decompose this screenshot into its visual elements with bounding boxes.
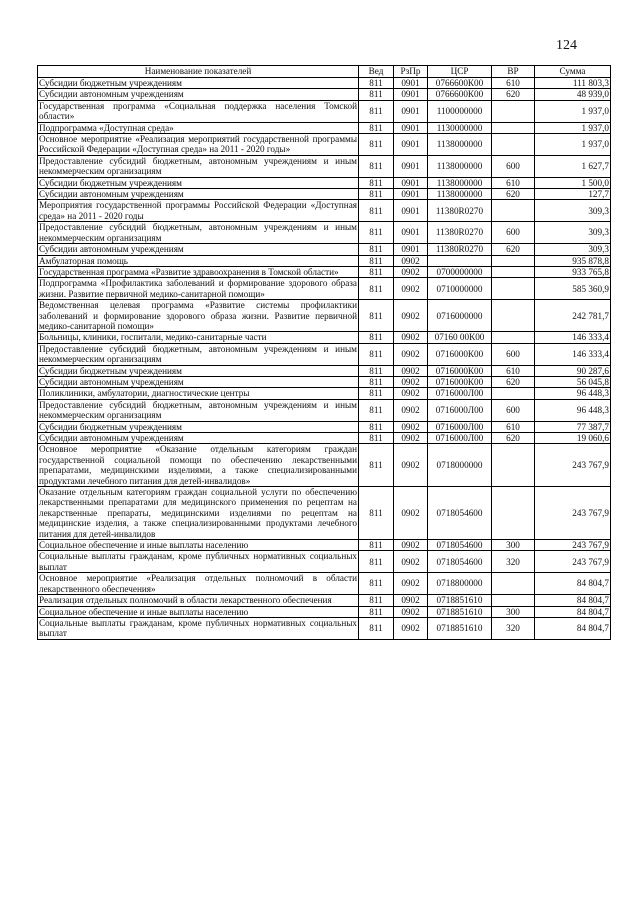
table-row bbox=[38, 376, 611, 387]
row-csr-cell: 0718054600 bbox=[428, 487, 492, 540]
row-vr-cell bbox=[492, 255, 535, 266]
row-name-cell: Ведомственная целевая программа «Развитие системы профилактики заболеваний и формирование здорового образа жизни. Развитие первичной медико-санитарной помощи» bbox=[39, 300, 357, 331]
row-rzpr-cell: 0901 bbox=[394, 189, 428, 200]
header-csr: ЦСР bbox=[428, 66, 492, 78]
row-rzpr-cell: 0902 bbox=[394, 300, 428, 332]
table-row bbox=[38, 433, 611, 444]
table-row bbox=[38, 100, 611, 122]
row-sum-cell: 127,7 bbox=[535, 189, 611, 200]
row-rzpr-cell: 0902 bbox=[394, 573, 428, 595]
row-rzpr-cell: 0902 bbox=[394, 540, 428, 551]
table-row bbox=[38, 343, 611, 365]
row-csr-cell: 0718054600 bbox=[428, 551, 492, 573]
table-row bbox=[38, 189, 611, 200]
row-ved-cell: 811 bbox=[359, 487, 394, 540]
row-rzpr-cell: 0902 bbox=[394, 332, 428, 343]
row-csr-cell: 0718054600 bbox=[428, 540, 492, 551]
row-ved-cell: 811 bbox=[359, 332, 394, 343]
row-rzpr-cell: 0902 bbox=[394, 343, 428, 365]
row-csr-cell: 0716000Л00 bbox=[428, 421, 492, 432]
row-ved-cell: 811 bbox=[359, 134, 394, 156]
row-vr-cell bbox=[492, 200, 535, 222]
row-sum-cell: 1 937,0 bbox=[535, 100, 611, 122]
row-name-cell: Социальное обеспечение и иные выплаты населению bbox=[38, 606, 359, 617]
row-csr-cell: 0710000000 bbox=[428, 278, 492, 300]
row-csr-cell: 0716000Л00 bbox=[428, 388, 492, 399]
row-sum-cell: 1 627,7 bbox=[535, 155, 611, 177]
row-rzpr-cell: 0902 bbox=[394, 278, 428, 300]
row-sum-cell: 84 804,7 bbox=[535, 606, 611, 617]
row-ved-cell: 811 bbox=[359, 399, 394, 421]
row-sum-cell: 243 767,9 bbox=[535, 551, 611, 573]
table-row bbox=[38, 244, 611, 255]
row-ved-cell: 811 bbox=[359, 222, 394, 244]
table-row bbox=[38, 551, 611, 573]
table-row bbox=[38, 134, 611, 156]
table-row bbox=[38, 617, 611, 639]
row-sum-cell: 56 045,8 bbox=[535, 376, 611, 387]
row-sum-cell: 77 387,7 bbox=[535, 421, 611, 432]
row-sum-cell: 96 448,3 bbox=[535, 399, 611, 421]
row-vr-cell bbox=[492, 332, 535, 343]
row-name-cell: Поликлиники, амбулатории, диагностические центры bbox=[38, 388, 359, 399]
row-rzpr-cell: 0901 bbox=[394, 122, 428, 133]
row-rzpr-cell: 0902 bbox=[394, 388, 428, 399]
row-sum-cell: 585 360,9 bbox=[535, 278, 611, 300]
table-row bbox=[38, 487, 611, 540]
row-vr-cell bbox=[492, 573, 535, 595]
row-sum-cell: 243 767,9 bbox=[535, 444, 611, 487]
row-name-cell: Субсидии автономным учреждениям bbox=[38, 189, 359, 200]
row-sum-cell: 146 333,4 bbox=[535, 343, 611, 365]
table-row bbox=[38, 365, 611, 376]
row-csr-cell: 0700000000 bbox=[428, 266, 492, 277]
row-ved-cell: 811 bbox=[359, 573, 394, 595]
table-row bbox=[38, 177, 611, 188]
row-rzpr-cell: 0902 bbox=[394, 551, 428, 573]
row-rzpr-cell: 0901 bbox=[394, 134, 428, 156]
row-rzpr-cell: 0902 bbox=[394, 399, 428, 421]
row-rzpr-cell: 0901 bbox=[394, 177, 428, 188]
row-name-cell: Социальное обеспечение и иные выплаты населению bbox=[38, 540, 359, 551]
row-name-cell: Основное мероприятие «Реализация мероприятий государственной программы Российской Федерации «Доступная среда» на 2011 - 2020 годы» bbox=[39, 134, 357, 155]
row-rzpr-cell: 0902 bbox=[394, 421, 428, 432]
table-row bbox=[38, 200, 611, 222]
row-vr-cell: 600 bbox=[492, 343, 535, 365]
row-ved-cell: 811 bbox=[359, 617, 394, 639]
header-sum: Сумма bbox=[535, 66, 611, 78]
row-ved-cell: 811 bbox=[359, 78, 394, 89]
row-name-cell: Основное мероприятие «Реализация отдельных полномочий в области лекарственного обеспечения» bbox=[39, 573, 357, 594]
row-csr-cell: 0766600К00 bbox=[428, 89, 492, 100]
row-rzpr-cell: 0901 bbox=[394, 78, 428, 89]
table-row bbox=[38, 444, 611, 487]
row-vr-cell: 620 bbox=[492, 376, 535, 387]
row-sum-cell: 935 878,8 bbox=[535, 255, 611, 266]
row-name-cell: Социальные выплаты гражданам, кроме публичных нормативных социальных выплат bbox=[39, 617, 357, 639]
row-sum-cell: 19 060,6 bbox=[535, 433, 611, 444]
row-ved-cell: 811 bbox=[359, 540, 394, 551]
header-vr: ВР bbox=[492, 66, 535, 78]
row-sum-cell: 84 804,7 bbox=[535, 573, 611, 595]
row-csr-cell: 0716000Л00 bbox=[428, 399, 492, 421]
row-csr-cell: 1130000000 bbox=[428, 122, 492, 133]
row-csr-cell: 11380R0270 bbox=[428, 200, 492, 222]
row-csr-cell: 0718000000 bbox=[428, 444, 492, 487]
row-ved-cell: 811 bbox=[359, 388, 394, 399]
row-vr-cell: 600 bbox=[492, 399, 535, 421]
row-name-cell: Государственная программа «Социальная поддержка населения Томской области» bbox=[39, 100, 357, 122]
row-name-cell: Оказание отдельным категориям граждан социальной услуги по обеспечению лекарственными препаратами для медицинского применения по рецептам на лекарственные препараты, медицинскими изделиями по рецептам на медицинские изделия, а также специализированными продуктами лечебного питания для детей-инвалидов bbox=[39, 487, 357, 539]
row-sum-cell: 933 765,8 bbox=[535, 266, 611, 277]
table-row bbox=[38, 388, 611, 399]
row-sum-cell: 309,3 bbox=[535, 244, 611, 255]
row-rzpr-cell: 0902 bbox=[394, 595, 428, 606]
row-csr-cell: 11380R0270 bbox=[428, 244, 492, 255]
row-sum-cell: 146 333,4 bbox=[535, 332, 611, 343]
row-ved-cell: 811 bbox=[359, 300, 394, 332]
row-rzpr-cell: 0901 bbox=[394, 222, 428, 244]
table-row bbox=[38, 89, 611, 100]
row-name-cell: Субсидии автономным учреждениям bbox=[38, 433, 359, 444]
row-sum-cell: 242 781,7 bbox=[535, 300, 611, 332]
row-vr-cell: 620 bbox=[492, 189, 535, 200]
row-ved-cell: 811 bbox=[359, 244, 394, 255]
table-row bbox=[38, 332, 611, 343]
row-csr-cell: 1138000000 bbox=[428, 189, 492, 200]
row-name-cell: Субсидии бюджетным учреждениям bbox=[38, 421, 359, 432]
row-ved-cell: 811 bbox=[359, 421, 394, 432]
header-ved: Вед bbox=[359, 66, 394, 78]
row-vr-cell: 620 bbox=[492, 433, 535, 444]
header-rzpr: РзПр bbox=[394, 66, 428, 78]
row-name-cell: Основное мероприятие «Оказание отдельным категориям граждан государственной социальной помощи по обеспечению лекарственными препаратами, медицинскими изделиями, а также специализированными продуктами лечебного питания для детей-инвалидов» bbox=[39, 444, 357, 486]
row-name-cell: Подпрограмма «Доступная среда» bbox=[38, 122, 359, 133]
table-row bbox=[38, 122, 611, 133]
row-name-cell: Предоставление субсидий бюджетным, автономным учреждениям и иным некоммерческим организациям bbox=[39, 222, 357, 243]
row-ved-cell: 811 bbox=[359, 278, 394, 300]
row-vr-cell: 610 bbox=[492, 365, 535, 376]
row-rzpr-cell: 0902 bbox=[394, 617, 428, 639]
row-csr-cell: 0716000К00 bbox=[428, 365, 492, 376]
table-row bbox=[38, 595, 611, 606]
row-ved-cell: 811 bbox=[359, 100, 394, 122]
row-ved-cell: 811 bbox=[359, 177, 394, 188]
row-name-cell: Государственная программа «Развитие здравоохранения в Томской области» bbox=[38, 266, 359, 277]
table-row bbox=[38, 222, 611, 244]
row-name-cell: Субсидии бюджетным учреждениям bbox=[38, 78, 359, 89]
row-name-cell: Амбулаторная помощь bbox=[38, 255, 359, 266]
row-csr-cell: 0718851610 bbox=[428, 595, 492, 606]
row-name-cell: Субсидии автономным учреждениям bbox=[38, 89, 359, 100]
row-vr-cell bbox=[492, 388, 535, 399]
row-sum-cell: 111 803,3 bbox=[535, 78, 611, 89]
row-rzpr-cell: 0902 bbox=[394, 487, 428, 540]
row-sum-cell: 1 937,0 bbox=[535, 134, 611, 156]
table-row bbox=[38, 278, 611, 300]
row-sum-cell: 1 500,0 bbox=[535, 177, 611, 188]
row-ved-cell: 811 bbox=[359, 433, 394, 444]
row-ved-cell: 811 bbox=[359, 606, 394, 617]
row-name-cell: Реализация отдельных полномочий в области лекарственного обеспечения bbox=[38, 595, 359, 606]
row-sum-cell: 243 767,9 bbox=[535, 487, 611, 540]
row-csr-cell: 0716000000 bbox=[428, 300, 492, 332]
row-sum-cell: 84 804,7 bbox=[535, 617, 611, 639]
row-ved-cell: 811 bbox=[359, 189, 394, 200]
row-csr-cell: 11380R0270 bbox=[428, 222, 492, 244]
row-rzpr-cell: 0901 bbox=[394, 200, 428, 222]
row-rzpr-cell: 0902 bbox=[394, 444, 428, 487]
row-vr-cell: 320 bbox=[492, 551, 535, 573]
table-row bbox=[38, 78, 611, 89]
row-vr-cell: 600 bbox=[492, 222, 535, 244]
row-csr-cell: 1138000000 bbox=[428, 155, 492, 177]
row-ved-cell: 811 bbox=[359, 155, 394, 177]
row-name-cell: Субсидии бюджетным учреждениям bbox=[38, 177, 359, 188]
row-rzpr-cell: 0901 bbox=[394, 155, 428, 177]
row-ved-cell: 811 bbox=[359, 365, 394, 376]
row-name-cell: Субсидии автономным учреждениям bbox=[38, 244, 359, 255]
row-sum-cell: 243 767,9 bbox=[535, 540, 611, 551]
row-name-cell: Подпрограмма «Профилактика заболеваний и формирование здорового образа жизни. Развитие первичной медико-санитарной помощи» bbox=[39, 278, 357, 299]
row-vr-cell bbox=[492, 100, 535, 122]
table-row bbox=[38, 155, 611, 177]
row-vr-cell: 320 bbox=[492, 617, 535, 639]
row-vr-cell: 610 bbox=[492, 78, 535, 89]
row-ved-cell: 811 bbox=[359, 444, 394, 487]
row-name-cell: Субсидии автономным учреждениям bbox=[38, 376, 359, 387]
row-vr-cell bbox=[492, 300, 535, 332]
row-name-cell: Предоставление субсидий бюджетным, автономным учреждениям и иным некоммерческим организациям bbox=[39, 399, 357, 421]
row-ved-cell: 811 bbox=[359, 595, 394, 606]
row-vr-cell bbox=[492, 134, 535, 156]
row-vr-cell: 610 bbox=[492, 421, 535, 432]
page-number: 124 bbox=[556, 38, 577, 53]
table-row bbox=[38, 300, 611, 332]
row-ved-cell: 811 bbox=[359, 89, 394, 100]
row-csr-cell: 1138000000 bbox=[428, 134, 492, 156]
row-vr-cell bbox=[492, 487, 535, 540]
row-vr-cell bbox=[492, 595, 535, 606]
row-sum-cell: 90 287,6 bbox=[535, 365, 611, 376]
row-sum-cell: 309,3 bbox=[535, 222, 611, 244]
row-vr-cell: 300 bbox=[492, 540, 535, 551]
row-csr-cell: 1100000000 bbox=[428, 100, 492, 122]
table-row bbox=[38, 421, 611, 432]
row-csr-cell: 0716000К00 bbox=[428, 376, 492, 387]
row-csr-cell: 0766600К00 bbox=[428, 78, 492, 89]
row-ved-cell: 811 bbox=[359, 255, 394, 266]
row-vr-cell: 620 bbox=[492, 89, 535, 100]
row-csr-cell: 0718800000 bbox=[428, 573, 492, 595]
header-name: Наименование показателей bbox=[38, 66, 359, 78]
table-row bbox=[38, 266, 611, 277]
row-csr-cell: 1138000000 bbox=[428, 177, 492, 188]
row-ved-cell: 811 bbox=[359, 376, 394, 387]
row-vr-cell: 600 bbox=[492, 155, 535, 177]
row-rzpr-cell: 0901 bbox=[394, 100, 428, 122]
row-name-cell: Предоставление субсидий бюджетным, автономным учреждениям и иным некоммерческим организациям bbox=[39, 343, 357, 365]
row-vr-cell: 300 bbox=[492, 606, 535, 617]
row-rzpr-cell: 0902 bbox=[394, 266, 428, 277]
table-header-row bbox=[38, 66, 611, 78]
row-ved-cell: 811 bbox=[359, 122, 394, 133]
row-csr-cell bbox=[428, 255, 492, 266]
row-vr-cell bbox=[492, 278, 535, 300]
row-sum-cell: 96 448,3 bbox=[535, 388, 611, 399]
row-rzpr-cell: 0901 bbox=[394, 244, 428, 255]
row-name-cell: Предоставление субсидий бюджетным, автономным учреждениям и иным некоммерческим организациям bbox=[39, 155, 357, 177]
row-name-cell: Социальные выплаты гражданам, кроме публичных нормативных социальных выплат bbox=[39, 551, 357, 572]
row-vr-cell bbox=[492, 444, 535, 487]
row-csr-cell: 0716000К00 bbox=[428, 343, 492, 365]
table-row bbox=[38, 255, 611, 266]
row-csr-cell: 0718851610 bbox=[428, 606, 492, 617]
row-vr-cell bbox=[492, 122, 535, 133]
table-row bbox=[38, 399, 611, 421]
row-rzpr-cell: 0902 bbox=[394, 606, 428, 617]
row-rzpr-cell: 0902 bbox=[394, 376, 428, 387]
row-vr-cell: 620 bbox=[492, 244, 535, 255]
row-csr-cell: 0716000Л00 bbox=[428, 433, 492, 444]
table-row bbox=[38, 606, 611, 617]
row-ved-cell: 811 bbox=[359, 343, 394, 365]
row-name-cell: Субсидии бюджетным учреждениям bbox=[38, 365, 359, 376]
row-rzpr-cell: 0902 bbox=[394, 433, 428, 444]
row-name-cell: Больницы, клиники, госпитали, медико-санитарные части bbox=[38, 332, 359, 343]
table-body bbox=[38, 78, 611, 640]
table-row bbox=[38, 573, 611, 595]
row-vr-cell: 610 bbox=[492, 177, 535, 188]
row-sum-cell: 48 939,0 bbox=[535, 89, 611, 100]
row-vr-cell bbox=[492, 266, 535, 277]
table-row bbox=[38, 540, 611, 551]
row-ved-cell: 811 bbox=[359, 551, 394, 573]
row-sum-cell: 309,3 bbox=[535, 200, 611, 222]
row-ved-cell: 811 bbox=[359, 266, 394, 277]
row-sum-cell: 1 937,0 bbox=[535, 122, 611, 133]
row-rzpr-cell: 0902 bbox=[394, 255, 428, 266]
row-rzpr-cell: 0902 bbox=[394, 365, 428, 376]
row-sum-cell: 84 804,7 bbox=[535, 595, 611, 606]
row-name-cell: Мероприятия государственной программы Российской Федерации «Доступная среда» на 2011 - 2020 годы bbox=[39, 200, 357, 221]
budget-table bbox=[37, 65, 611, 640]
row-csr-cell: 0718851610 bbox=[428, 617, 492, 639]
row-csr-cell: 07160 00К00 bbox=[428, 332, 492, 343]
row-rzpr-cell: 0901 bbox=[394, 89, 428, 100]
row-ved-cell: 811 bbox=[359, 200, 394, 222]
